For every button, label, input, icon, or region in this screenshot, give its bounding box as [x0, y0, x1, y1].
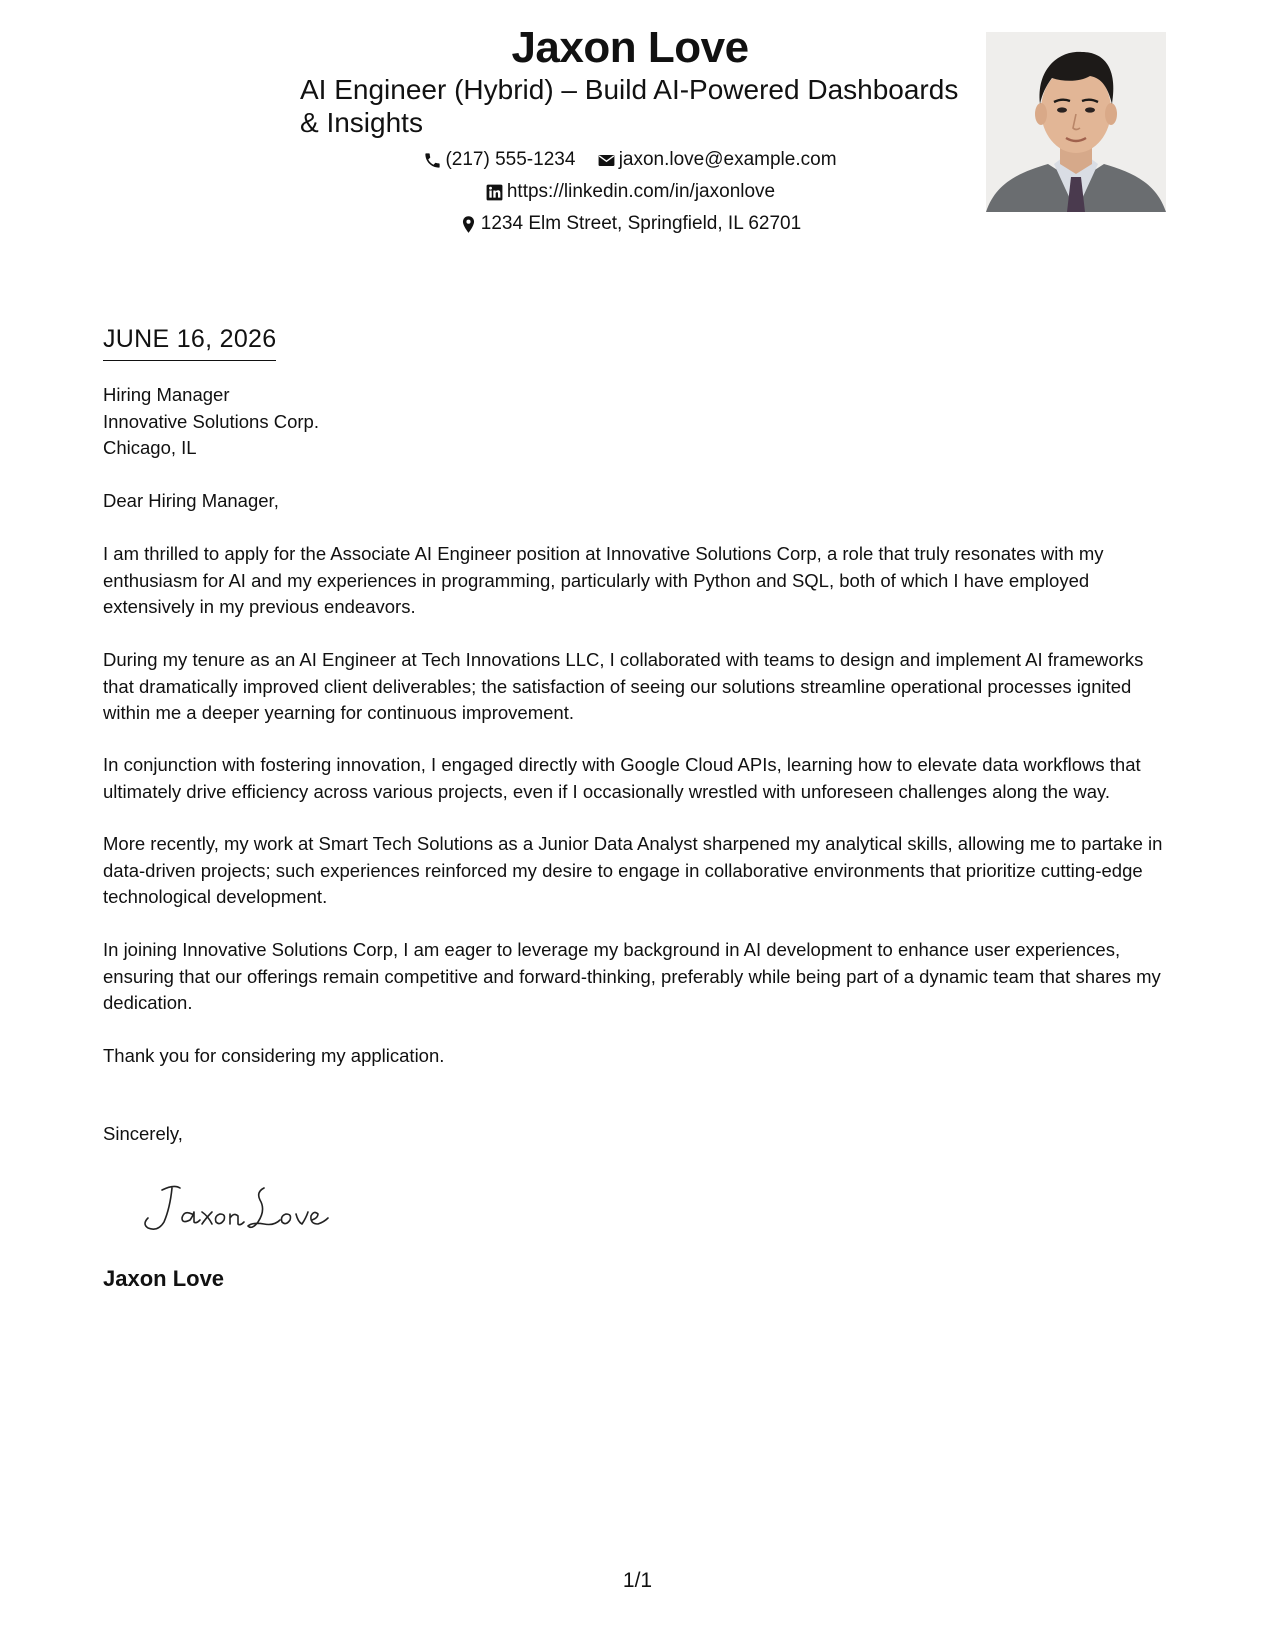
body-paragraph: More recently, my work at Smart Tech Solutions as a Junior Data Analyst sharpened my analytical skills, allowing me to partake in data-driven projects; such experiences reinforced my desire to engage in collaborative environments that prioritize cutting-edge technological development.	[103, 833, 1163, 907]
linkedin-url: https://linkedin.com/in/jaxonlove	[506, 181, 776, 202]
linkedin-icon	[485, 183, 504, 202]
contact-line-linkedin	[300, 180, 960, 209]
signer-name: Jaxon Love	[103, 1266, 225, 1291]
letter-date: JUNE 16, 2026	[103, 324, 276, 361]
handwritten-signature	[140, 1178, 340, 1238]
body-paragraph: In conjunction with fostering innovation, I engaged directly with Google Cloud APIs, learning how to elevate data workflows that ultimately drive efficiency across various projects, even if I occasionally wrestled with unforeseen challenges along the way.	[103, 754, 1141, 802]
contact-phone[interactable]	[423, 148, 575, 172]
closing-thanks: Thank you for considering my application.	[103, 1045, 445, 1066]
contact-line-address	[300, 212, 960, 241]
body-paragraph: During my tenure as an AI Engineer at Tech Innovations LLC, I collaborated with teams to design and implement AI frameworks that dramatically improved client deliverables; the satisfaction of seeing our solutions streamline operational processes ignited within me a deeper yearning for continuous improvement.	[103, 649, 1144, 723]
contact-email[interactable]	[597, 148, 837, 172]
recipient-title: Hiring Manager	[103, 384, 230, 405]
contact-line-phone-email	[300, 148, 960, 177]
phone-number: (217) 555-1234	[445, 149, 576, 170]
street-address: 1234 Elm Street, Springfield, IL 62701	[480, 213, 802, 234]
sign-off: Sincerely,	[103, 1123, 183, 1144]
letter-header	[0, 0, 1275, 260]
recipient-block	[103, 382, 319, 462]
salutation: Dear Hiring Manager,	[103, 490, 279, 511]
body-paragraph: I am thrilled to apply for the Associate AI Engineer position at Innovative Solutions Corp, a role that truly resonates with my enthusiasm for AI and my experiences in programming, particularly with Python and SQL, both of which I have employed extensively in my previous endeavors.	[103, 543, 1104, 617]
recipient-company: Innovative Solutions Corp.	[103, 410, 319, 432]
profile-photo	[986, 32, 1166, 212]
applicant-name: Jaxon Love	[511, 23, 749, 72]
body-paragraph: In joining Innovative Solutions Corp, I am eager to leverage my background in AI development to enhance user experiences, ensuring that our offerings remain competitive and forward-thinking, preferably while being part of a dynamic team that shares my dedication.	[103, 939, 1161, 1013]
recipient-location: Chicago, IL	[103, 437, 197, 458]
contact-linkedin[interactable]	[485, 180, 775, 204]
phone-icon	[423, 151, 442, 170]
job-headline: AI Engineer (Hybrid) – Build AI-Powered Dashboards & Insights	[300, 74, 959, 138]
envelope-icon	[597, 151, 616, 170]
contact-address	[459, 212, 801, 236]
email-address: jaxon.love@example.com	[618, 149, 837, 170]
page-number: 1/1	[622, 1569, 653, 1592]
map-pin-icon	[459, 215, 478, 234]
